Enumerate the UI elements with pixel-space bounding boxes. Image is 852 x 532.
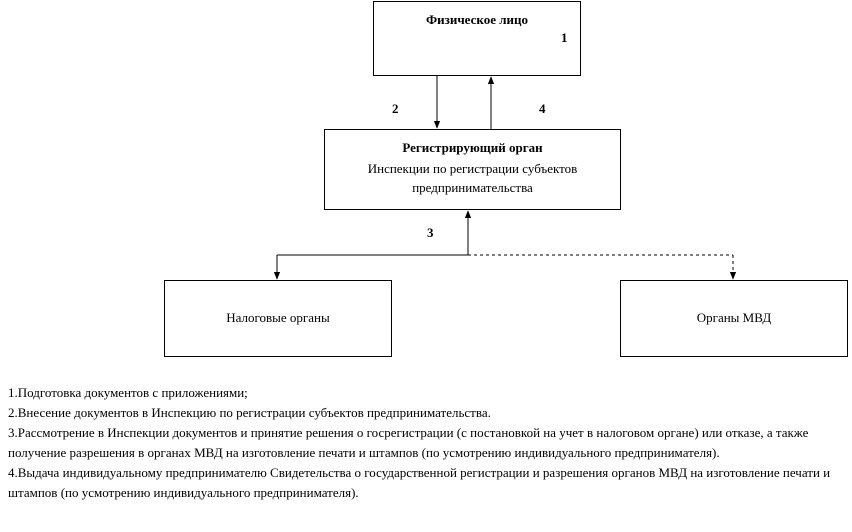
arrow-label-4: 4	[539, 101, 546, 116]
registrar-title: Регистрирующий орган	[402, 140, 543, 155]
mvd-label: Органы МВД	[696, 310, 772, 325]
individual-step-number: 1	[561, 30, 568, 45]
box-tax-authorities	[164, 280, 392, 357]
box-registrar	[324, 129, 621, 210]
legend-item: 2.Внесение документов в Инспекцию по регистрации субъектов предпринимательства.	[8, 405, 491, 420]
individual-title: Физическое лицо	[425, 12, 528, 27]
legend-item: 3.Рассмотрение в Инспекции документов и принятие решения о госрегистрации (с постановкой на учет в налоговом органе) или отказе, а также получение разрешения в органах МВД на изготовление печати и штампов (по усмотрению индивидуального предпринимателя).	[8, 425, 809, 460]
box-mvd	[620, 280, 848, 357]
legend-item: 1.Подготовка документов с приложениями;	[8, 385, 248, 400]
legend	[8, 383, 848, 503]
legend-item: 4.Выдача индивидуальному предпринимателю Свидетельства о государственной регистрации и разрешения органов МВД на изготовление печати и штампов (по усмотрению индивидуального предпринимателя).	[8, 465, 831, 500]
tax-label: Налоговые органы	[226, 310, 330, 325]
arrow-label-2: 2	[392, 101, 399, 116]
arrow-label-3: 3	[427, 225, 434, 240]
box-individual	[373, 1, 581, 76]
registrar-subtitle: Инспекции по регистрации субъектов предпринимательства	[367, 161, 578, 195]
